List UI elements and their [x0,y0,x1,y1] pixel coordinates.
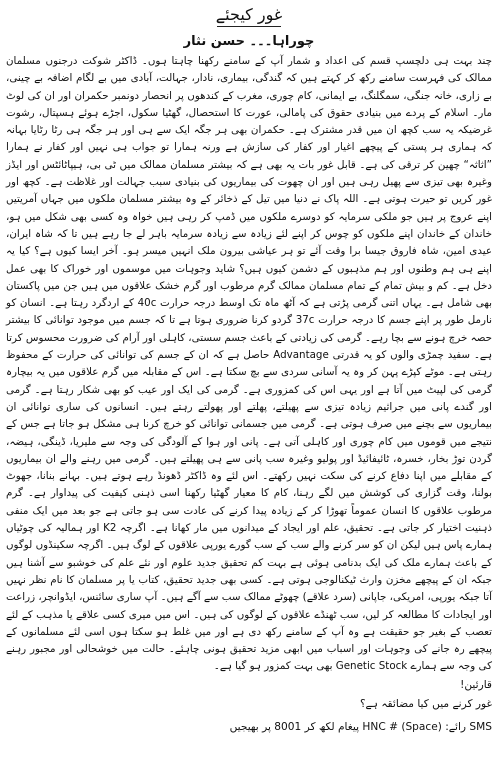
closing-reader-salutation: قارئین! [460,678,492,691]
title-underline [217,26,281,27]
article-byline: چوراہا۔۔۔ حسن نثار [183,34,315,49]
sms-footer: SMS رائے: HNC # (Space) پیغام لکھ کر 8001 پر بھیجیں [229,720,492,733]
article-body: چند بہت ہی دلچسپ قسم کی اعداد و شمار آپ کے سامنے رکھنا چاہتا ہوں۔ ڈاکٹر شوکت درجنوں مسلمان ممالک کی فہرست سامنے رکھ کر کہتے ہیں کہ گندگی، بیماری، نادار، جہالت، آبادی میں بے لگام اضافہ بے چینی، بے زاری، خانہ جنگی، سمگلنگ، بے ایمانی، کام چوری، مغرب کے کندھوں پر انحصار دونمبر حکمران اور ان کی لوٹ مار۔ اسلام کے پردے میں بنیادی حقوق کی پامالی، عورت کا استحصال، گھٹیا سکول، اجڑے ہوئے ہسپتال، رشوت غرضیکہ یہ سب کچھ ان میں قدر مشترک ہے۔ حکمران بھی ہر جگہ ایک سے ہی اور ہر جگہ ہی رٹا رٹایا بہانہ کہ ہماری ہر پستی کے پیچھے اغیار اور کفار کی سازش ہے ورنہ ہمارا تو جواب ہی نہیں اور کفار نے ہمارا ”اثاثہ“ چھین کر ترقی کی ہے۔ قابل غور بات یہ بھی ہے کہ بیشتر مسلمان ممالک میں ٹی بی، ہیپاٹائٹس اور ایڈز وغیرہ بھی تیزی سے پھیل رہی ہیں اور ان چھوت کی بیماریوں کی بنیادی سبب جہالت اور غلاظت ہے۔ کچھ اور غور کریں تو حیرت ہوتی ہے۔ اللہ پاک نے دنیا میں تیل کے ذخائر کے وہ بیشتر مسلمان ملکوں میں جہاں آمریتیں اپنے عروج پر ہیں جو ملکی سرمایہ کو دوسرے ملکوں میں ڈمپ کر رہی ہیں خواہ وہ کسی بھی شکل میں ہو، خاندان کے خاندان اپنے ملکوں کو چوس کر اپنے لئے زیادہ سے زیادہ سرمایہ باہر لے جا رہے ہیں تا کہ شاہ ایران، عیدی امین، شاہ فاروق جیسا برا وقت آئے تو ہر عیاشی بیرون ملک انہیں میسر ہو۔ آخر ایسا کیوں ہے؟ کیا یہ اپنے ہی ہم وطنوں اور ہم مذہبوں کے دشمن کیوں ہیں؟ شاید وجوہات میں موسموں اور خوراک کا بھی عمل دخل ہے۔ کم و بیش تمام کے تمام مسلمان ممالک گرم مرطوب اور گرم خشک علاقوں میں ہیں جن میں پاکستان بھی شامل ہے۔ یہاں اتنی گرمی پڑتی ہے کہ آٹھ ماہ تک اوسط درجہ حرارت 40c کے اردگرد رہتا ہے۔ انسان کو نارمل طور پر اپنے جسم کا درجہ حرارت 37c گردو کرنا ضروری ہوتا ہے تا کہ جسم میں موجود توانائی کا بیشتر حصہ خرچ ہونے سے بچا رہے۔ گرمی کی زیادتی کے باعث جسم سستی، کاہلی اور آرام کی ضرورت محسوس کرتا ہے۔ سفید چمڑی والوں کو یہ قدرتی Advantage حاصل ہے کہ ان کے جسم کی توانائی کی حرارت کے محفوظ رہتی ہے۔ موٹے کپڑے پہن کر وہ یہ آسانی سردی سے بچ سکتا ہے۔ اس کے مقابلہ میں گرم علاقوں میں یہ بیچارہ گرمی کی لپیٹ میں آتا ہے اور یہی اس کی کمزوری ہے۔ گرمی کی ایک اور عیب کو بھی شکار رہتا ہے۔ گرمی اور گندے پانی میں جراثیم زیادہ تیزی سے پھیلتے، پھلتے اور پھولتے رہتے ہیں۔ انسانوں کی ساری توانائی ان بیماریوں سے بچنے میں صرف ہوتی ہے۔ گرمی میں جسمانی توانائی کو خرچ کرنا ہی مشکل ہو جاتا ہے جس کے نتیجے میں قوموں میں کام چوری اور کاہلی آتی ہے۔ پانی اور ہوا کے آلودگی کی وجہ سے ملیریا، ڈینگی، ہیضہ، گردن توڑ بخار، خسرہ، ٹائیفائیڈ اور پولیو وغیرہ سب پانی سے ہی پھیلتے ہیں۔ گرمی میں رہنے والے ان بیماریوں کے مقابلے میں اپنا دفاع کرنے کی سکت نہیں رکھتے۔ اس لئے وہ ڈاکٹر ڈھونڈ رہے ہوتے ہیں۔ بہانے بنانا، جھوٹ بولنا، وقت گزاری کی کوشش میں لگے رہنا، کام کا معیار گھٹیا رکھنا اسی ذہنی کیفیت کی پیداوار ہے۔ گرم مرطوب علاقوں کا انسان عموماً تھوڑا کر کے زیادہ پیدا کرنے کی عادت سی ہو جاتی ہے جو بعد میں ایک منفی ذہنیت اختیار کر جاتی ہے۔ تحقیق، علم اور ایجاد کے میدانوں میں مار کھانا ہے۔ اگرچہ K2 اور ہمالیہ کی چوٹیاں ہمارے پاس ہیں لیکن ان کو سر کرنے والے سب کے سب گورے یورپی علاقوں کے لوگ ہیں۔ اگرچہ سکینڈوں لوگوں کے باعث ہمارے ملک کی ایک بدنامی ہوئی ہے بہت کم تحقیق جدید علوم اور نئے علم کی خوشبو سے آشنا ہیں جبکہ ان کے پیچھے مخزن وارث ٹیکنالوجی ہوتی ہے۔ کسی بھی جدید تحقیق، کتاب یا پر مسلمان کا نام نظر نہیں آتا جبکہ یورپی، امریکی، جاپانی (سرد علاقے) چھوٹے ممالک سب سے آگے ہیں۔ آپ ساری سائنس، ایڈوانچر، زراعت اور ایجادات کا مطالعہ کر لیں، سب ٹھنڈے علاقوں کے لوگوں کی ہیں۔ اس میں میری کسی علاقے یا مذہب کے لئے تعصب کے بغیر جو حقیقت ہے وہ آپ کے سامنے رکھ دی ہے اور میں غلط ہو سکتا ہوں اسی لئے مسلمانوں کے پیچھے رہ جانے کی وجوہات اور اسباب میں ابھی مزید تحقیق ہونی چاہئے۔ حالت میں خوشحالی اور مجبور رہنے کی وجہ سے ہمارے Genetic Stock بھی بہت کمزور ہو گیا ہے۔ [6,55,493,673]
article-title: غور کیجئے [215,5,283,24]
closing-question: غور کرنے میں کیا مضائقہ ہے؟ [359,697,492,710]
